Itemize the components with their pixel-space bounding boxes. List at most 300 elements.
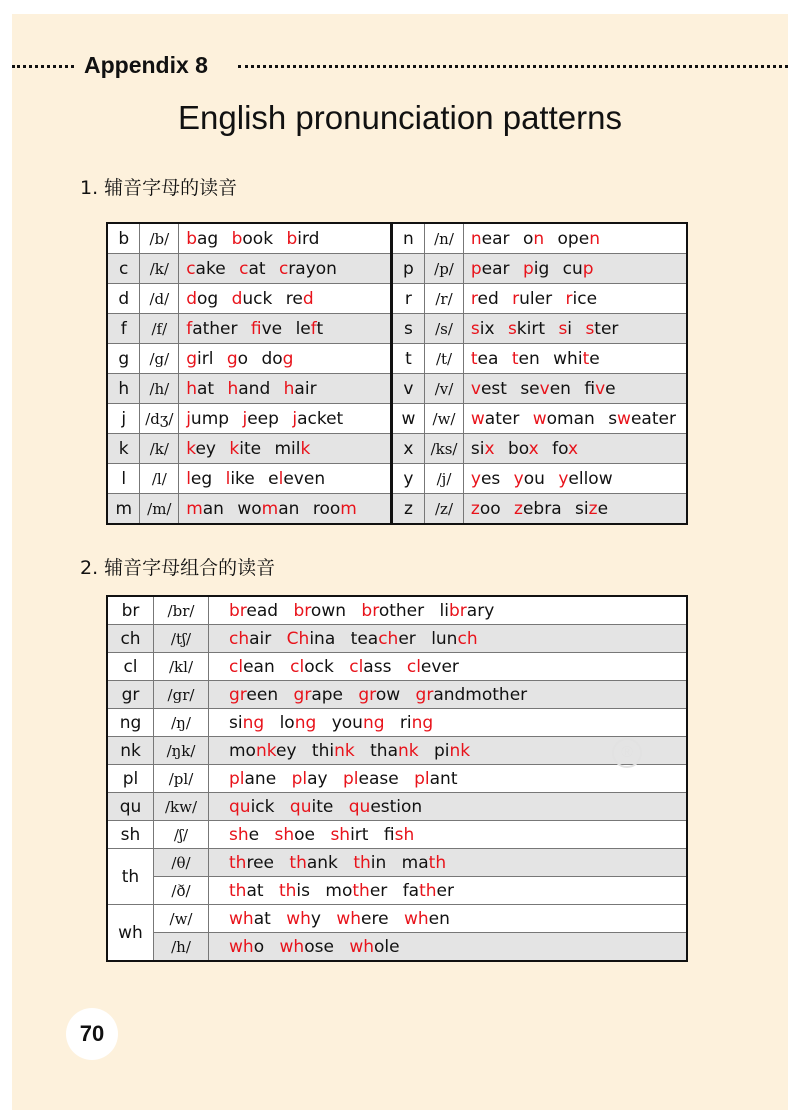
word-text: e [268,468,279,489]
word-text: ma [401,852,429,873]
table-row [107,494,687,525]
word-text: bo [507,438,529,459]
word-text: at [196,378,215,399]
word-highlight: sh [229,824,249,845]
word-text: eater [630,408,676,429]
example-word [471,259,510,279]
example-word [186,469,212,489]
table-row [107,877,687,905]
word-highlight: pl [291,768,308,789]
phoneme-cell: /gr/ [154,681,209,709]
table-row [107,464,687,494]
example-word [290,657,334,677]
example-word [514,469,545,489]
word-text: est [480,378,507,399]
word-highlight: sh [394,824,415,845]
examples-cell [179,344,391,374]
example-word [471,289,499,309]
word-highlight: th [419,880,437,901]
word-text: e [589,348,600,369]
letter-cell: sh [107,821,154,849]
example-word [227,349,248,369]
letter-cell: wh [107,905,154,962]
example-word [229,881,264,901]
word-text: ter [594,318,619,339]
word-highlight: nk [397,740,419,761]
word-text: t [316,318,324,339]
table-row [107,849,687,877]
word-highlight: ng [294,712,317,733]
examples-cell [209,596,688,625]
word-highlight: l [225,468,231,489]
word-highlight: nk [334,740,355,761]
example-word [286,909,321,929]
word-text: ive [261,318,283,339]
word-text: ina [309,628,336,649]
example-word [186,259,225,279]
phoneme-cell: /l/ [140,464,179,494]
example-word [237,499,299,519]
word-highlight: r [565,288,573,309]
phoneme-cell: /j/ [425,464,464,494]
phoneme-cell: /θ/ [154,849,209,877]
word-highlight: t [470,348,478,369]
word-text: ellow [568,468,613,489]
word-highlight: n [533,228,545,249]
word-highlight: m [340,498,357,519]
example-word [294,685,343,705]
example-word [292,769,328,789]
word-highlight: qu [229,796,251,817]
table-row [107,653,687,681]
example-word [239,259,265,279]
table-row [107,625,687,653]
letter-cell: v [391,374,424,404]
word-text: uler [519,288,553,309]
word-highlight: w [617,408,631,429]
examples-cell [209,709,688,737]
phoneme-cell: /b/ [140,223,179,254]
word-highlight: wh [286,908,311,929]
word-highlight: r [470,288,478,309]
word-text: e [605,378,616,399]
examples-cell [463,344,687,374]
letter-cell: k [107,434,140,464]
word-text: er [436,880,454,901]
section-1-heading: 1. 辅音字母的读音 [80,177,238,199]
letter-cell: f [107,314,140,344]
example-word [313,499,357,519]
example-word [229,909,271,929]
word-text: ey [275,740,297,761]
word-highlight: k [229,438,240,459]
word-text: other [378,600,425,621]
letter-cell: j [107,404,140,434]
table-row [107,344,687,374]
word-text: ole [374,936,400,957]
word-text: en [428,908,450,929]
example-word [471,349,499,369]
letter-cell: z [391,494,424,525]
letter-cell: gr [107,681,154,709]
examples-cell [179,464,391,494]
word-text: oman [546,408,595,429]
letter-cell: s [391,314,424,344]
letter-cell: p [391,254,424,284]
word-highlight: x [484,438,495,459]
word-highlight: g [226,348,238,369]
examples-cell [463,404,687,434]
word-text: o [253,936,265,957]
letter-cell: qu [107,793,154,821]
example-word [275,825,316,845]
example-word [402,853,446,873]
page-title: English pronunciation patterns [178,99,622,136]
word-highlight: y [558,468,569,489]
example-word [229,825,259,845]
word-text: er [398,628,416,649]
word-highlight: r [512,288,520,309]
word-text: ix [479,318,495,339]
word-highlight: br [361,600,379,621]
example-word [358,685,400,705]
word-text: o [237,348,249,369]
word-highlight: b [231,228,243,249]
word-text: ed [477,288,499,309]
word-text: mo [325,880,353,901]
phoneme-cell: /t/ [425,344,464,374]
example-word [290,797,333,817]
examples-cell [463,284,687,314]
example-word [229,741,297,761]
word-text: re [285,288,303,309]
example-word [279,881,310,901]
word-highlight: th [278,880,297,901]
example-word [514,499,562,519]
example-word [533,409,595,429]
phoneme-cell: /m/ [140,494,179,525]
phoneme-cell: /h/ [140,374,179,404]
word-text: ose [304,936,334,957]
table-row [107,681,687,709]
examples-cell [179,494,391,525]
word-text: ead [246,600,279,621]
phoneme-cell: /d/ [140,284,179,314]
word-text: lo [279,712,295,733]
letter-cell: n [391,223,424,254]
example-word [232,289,273,309]
example-word [343,769,399,789]
word-text: ear [481,228,510,249]
table-row [107,404,687,434]
examples-cell [463,254,687,284]
example-word [523,259,549,279]
word-highlight: gr [229,684,247,705]
letter-cell: h [107,374,140,404]
word-highlight: l [278,468,284,489]
table-row [107,709,687,737]
phoneme-cell: /w/ [154,905,209,933]
table-row [107,223,687,254]
letter-cell: x [391,434,424,464]
word-highlight: wh [279,936,305,957]
word-text: ite [239,438,262,459]
word-text: fi [383,824,395,845]
example-word [330,825,368,845]
word-text: pi [434,740,450,761]
word-text: ook [242,228,274,249]
word-text: ean [243,656,275,677]
example-word [229,601,278,621]
word-text: uck [242,288,273,309]
examples-cell [179,434,391,464]
example-word [558,469,612,489]
letter-cell: th [107,849,154,905]
word-text: si [470,438,485,459]
word-highlight: f [250,318,262,339]
example-word [512,349,540,369]
example-word [287,629,336,649]
word-highlight: cl [349,656,364,677]
example-word [289,853,338,873]
letter-cell: b [107,223,140,254]
examples-cell [179,374,391,404]
word-text: ope [557,228,590,249]
examples-cell [209,681,688,709]
examples-cell [179,284,391,314]
word-highlight: gr [358,684,376,705]
word-highlight: qu [289,796,312,817]
example-word [227,379,270,399]
example-word [332,713,385,733]
word-highlight: sh [330,824,351,845]
word-highlight: pl [229,768,245,789]
phoneme-cell: /br/ [154,596,209,625]
word-highlight: j [242,408,248,429]
word-text: ake [195,258,226,279]
word-highlight: p [522,258,534,279]
phoneme-cell: /kw/ [154,793,209,821]
word-highlight: y [470,468,481,489]
example-word [370,741,418,761]
letter-cell: m [107,494,140,525]
example-word [268,469,325,489]
letter-cell: ch [107,625,154,653]
word-highlight: pl [414,768,430,789]
word-text: and [238,378,271,399]
word-highlight: n [589,228,600,249]
word-text: ape [311,684,343,705]
example-word [186,349,213,369]
example-word [229,685,278,705]
example-word [232,229,273,249]
example-word [563,259,594,279]
word-text: fo [552,438,568,459]
examples-cell [209,905,688,933]
word-highlight: s [507,318,517,339]
phoneme-cell: /n/ [425,223,464,254]
word-text: thi [311,740,335,761]
word-text: ary [466,600,495,621]
example-word [336,909,388,929]
example-word [407,657,459,677]
examples-cell [209,933,688,962]
word-text: y [310,908,321,929]
example-word [186,289,218,309]
word-text: ock [304,656,334,677]
word-text: e [248,824,260,845]
word-highlight: m [186,498,203,519]
table-row [107,765,687,793]
examples-cell [179,404,391,434]
example-word [286,229,319,249]
word-text: irt [350,824,369,845]
example-word [608,409,676,429]
word-highlight: ng [242,712,265,733]
word-highlight: Ch [286,628,310,649]
word-text: s [608,408,618,429]
word-text: mil [274,438,301,459]
registered-watermark: ® [612,738,642,768]
word-highlight: wh [229,936,254,957]
example-word [275,439,311,459]
word-text: ather [192,318,238,339]
examples-cell [209,877,688,905]
examples-cell [179,314,391,344]
word-text: wo [237,498,262,519]
example-word [471,379,507,399]
word-highlight: d [186,288,197,309]
word-highlight: ch [378,628,399,649]
word-text: oe [294,824,316,845]
example-word [400,713,433,733]
word-highlight: ng [362,712,385,733]
word-text: ass [363,656,392,677]
word-highlight: v [539,378,550,399]
example-word [523,229,544,249]
word-text: roo [312,498,341,519]
phoneme-cell: /tʃ/ [154,625,209,653]
word-highlight: v [470,378,481,399]
word-highlight: z [514,498,523,519]
examples-cell [179,254,391,284]
word-highlight: br [293,600,311,621]
example-word [229,713,264,733]
word-highlight: f [186,318,193,339]
word-highlight: gr [415,684,434,705]
letter-cell: c [107,254,140,284]
word-highlight: th [428,852,447,873]
example-word [312,741,355,761]
word-highlight: z [470,498,480,519]
word-text: le [295,318,311,339]
example-word [226,469,255,489]
word-text: si [229,712,243,733]
word-highlight: cl [406,656,421,677]
example-word [558,229,600,249]
example-word [349,937,399,957]
example-word [508,319,545,339]
word-highlight: f [310,318,317,339]
example-word [440,601,495,621]
phoneme-cell: /ŋ/ [154,709,209,737]
example-word [353,853,386,873]
word-text: ite [311,796,334,817]
word-highlight: s [470,318,480,339]
word-text: se [520,378,540,399]
example-word [471,439,495,459]
word-text: acket [297,408,344,429]
example-word [575,499,608,519]
letter-cell: br [107,596,154,625]
examples-cell [463,314,687,344]
example-word [229,937,264,957]
letter-cell: g [107,344,140,374]
word-text: ri [399,712,412,733]
example-word [471,409,519,429]
phoneme-cell: /ks/ [425,434,464,464]
phoneme-cell: /ð/ [154,877,209,905]
phoneme-cell: /ŋk/ [154,737,209,765]
letter-cell: ng [107,709,154,737]
word-highlight: p [470,258,482,279]
examples-cell [463,223,687,254]
example-word [349,797,422,817]
word-highlight: c [186,258,196,279]
examples-cell [179,223,391,254]
word-highlight: th [353,852,371,873]
word-text: en [549,378,571,399]
examples-cell [209,765,688,793]
example-word [404,909,450,929]
example-word [186,319,237,339]
word-text: fi [584,378,596,399]
word-text: rayon [288,258,337,279]
word-highlight: b [286,228,298,249]
word-highlight: j [186,408,191,429]
word-highlight: gr [293,684,312,705]
dotted-rule-right [238,65,788,68]
section-2-heading: 2. 辅音字母组合的读音 [80,557,276,579]
table-row [107,933,687,962]
word-text: do [261,348,283,369]
word-highlight: wh [229,908,254,929]
word-text: mo [229,740,256,761]
word-text: cu [562,258,583,279]
example-word [471,319,495,339]
example-word [296,319,324,339]
letter-cell: cl [107,653,154,681]
word-highlight: k [300,438,311,459]
word-text: ease [358,768,399,789]
example-word [361,601,424,621]
word-text: air [249,628,272,649]
word-highlight: wh [349,936,374,957]
example-word [186,229,218,249]
example-word [351,629,416,649]
word-text: si [575,498,589,519]
word-text: ou [523,468,545,489]
examples-cell [209,849,688,877]
examples-cell [463,374,687,404]
word-highlight: v [595,378,606,399]
word-highlight: cl [290,656,305,677]
table-row [107,821,687,849]
word-text: ice [572,288,598,309]
word-text: air [294,378,317,399]
example-word [558,319,572,339]
phoneme-cell: /kl/ [154,653,209,681]
